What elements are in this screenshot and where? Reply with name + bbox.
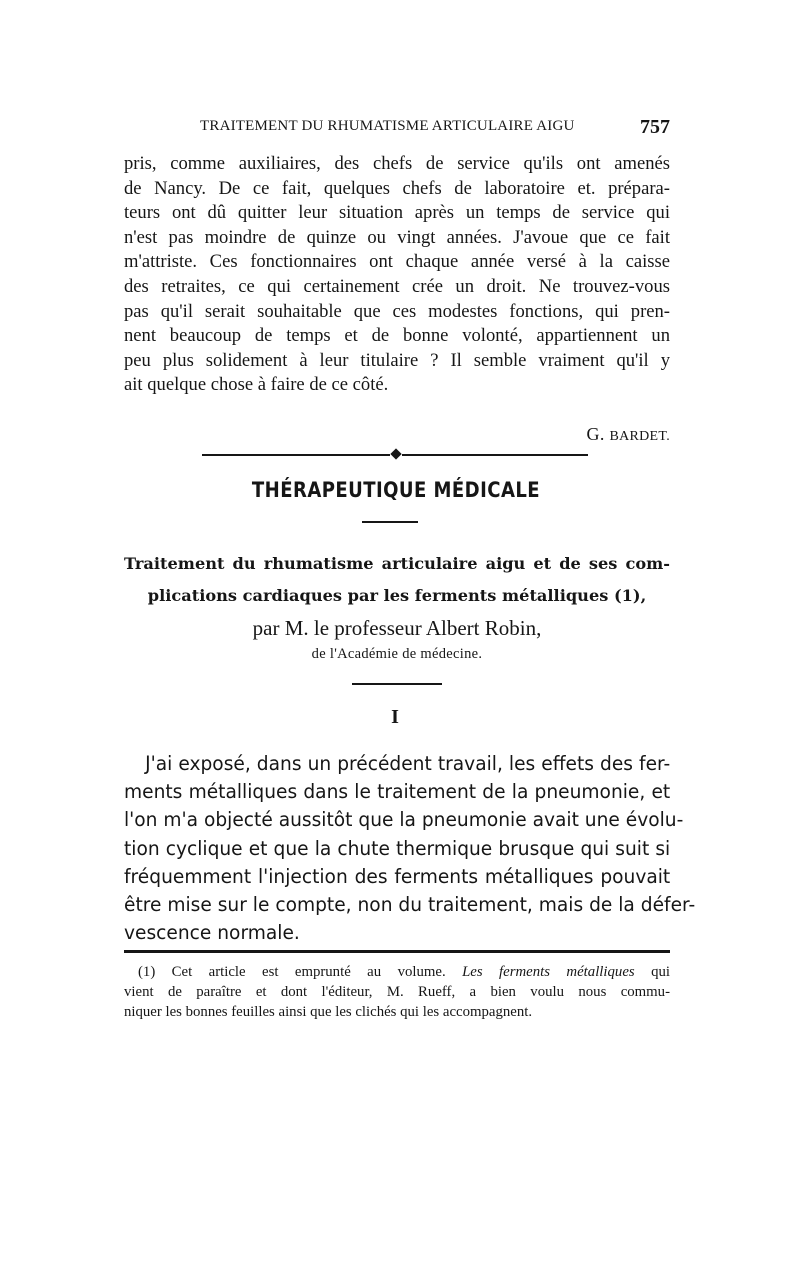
text-line: des retraites, ce qui certainement crée un droit. Ne trouvez-vous	[124, 275, 670, 297]
author-affiliation: de l'Académie de médecine.	[311, 646, 483, 662]
text-line: être mise sur le compte, non du traitement, mais de la défer-	[124, 893, 696, 917]
divider-line-right	[402, 454, 588, 456]
signature-initial: G.	[586, 424, 605, 444]
section-title: THÉRAPEUTIQUE MÉDICALE	[251, 478, 541, 502]
book-title: Les ferments métalliques	[462, 964, 635, 980]
footnote	[124, 962, 670, 1022]
text-line: ments métalliques dans le traitement de la pneumonie, et	[124, 780, 671, 804]
text-line: pas qu'il serait souhaitable que ces modestes fonctions, qui pren-	[124, 300, 670, 322]
text-line: fréquemment l'injection des ferments métalliques pouvait	[124, 864, 671, 888]
footnote-rule	[124, 950, 670, 953]
page-number: 757	[640, 116, 670, 138]
text-line: pris, comme auxiliaires, des chefs de service qu'ils ont amenés	[124, 153, 670, 174]
signature	[587, 424, 670, 445]
article-title	[124, 548, 670, 612]
running-head	[200, 116, 670, 140]
text-line: n'est pas moindre de quinze ou vingt années. J'avoue que ce fait	[124, 226, 670, 248]
article-title-line: plications cardiaques par les ferments métalliques (1),	[147, 586, 647, 605]
section-number: I	[391, 706, 399, 728]
text-line: nent beaucoup de temps et de bonne volonté, appartiennent un	[124, 325, 670, 347]
main-paragraph	[124, 750, 696, 947]
running-head-title: TRAITEMENT DU RHUMATISME ARTICULAIRE AIGU	[200, 118, 575, 134]
article-title-line: Traitement du rhumatisme articulaire aigu et de ses com-	[124, 554, 670, 573]
footnote-line: (1) Cet article est emprunté au volume. Les ferments métalliques qui	[138, 964, 670, 980]
text-line: teurs ont dû quitter leur situation après un temps de service qui	[124, 202, 670, 224]
diamond-ornament-icon	[390, 448, 401, 459]
divider-line-left	[202, 454, 390, 456]
text-line: l'on m'a objecté aussitôt que la pneumonie avait une évolu-	[124, 808, 684, 832]
article-author: par M. le professeur Albert Robin,	[252, 616, 542, 640]
signature-surname: BARDET.	[609, 429, 670, 444]
footnote-line: niquer les bonnes feuilles ainsi que les clichés qui les accompagnent.	[124, 1004, 533, 1020]
text-line: peu plus solidement à leur titulaire ? Il semble vraiment qu'il y	[124, 349, 670, 371]
text-line: m'attriste. Ces fonctionnaires ont chaque année versé à la caisse	[124, 251, 670, 273]
intro-paragraph	[124, 152, 670, 398]
text-line: vescence normale.	[124, 921, 300, 945]
text-line: ait quelque chose à faire de ce côté.	[124, 374, 389, 396]
text-line: J'ai exposé, dans un précédent travail, les effets des fer-	[145, 752, 671, 775]
short-rule	[352, 683, 442, 685]
text-line: de Nancy. De ce fait, quelques chefs de laboratoire et. prépara-	[124, 177, 670, 199]
ornamental-divider	[202, 448, 588, 462]
footnote-line: vient de paraître et dont l'éditeur, M. Rueff, a bien voulu nous commu-	[124, 984, 670, 1000]
short-rule	[362, 521, 418, 523]
text-line: tion cyclique et que la chute thermique brusque qui suit si	[124, 836, 671, 860]
